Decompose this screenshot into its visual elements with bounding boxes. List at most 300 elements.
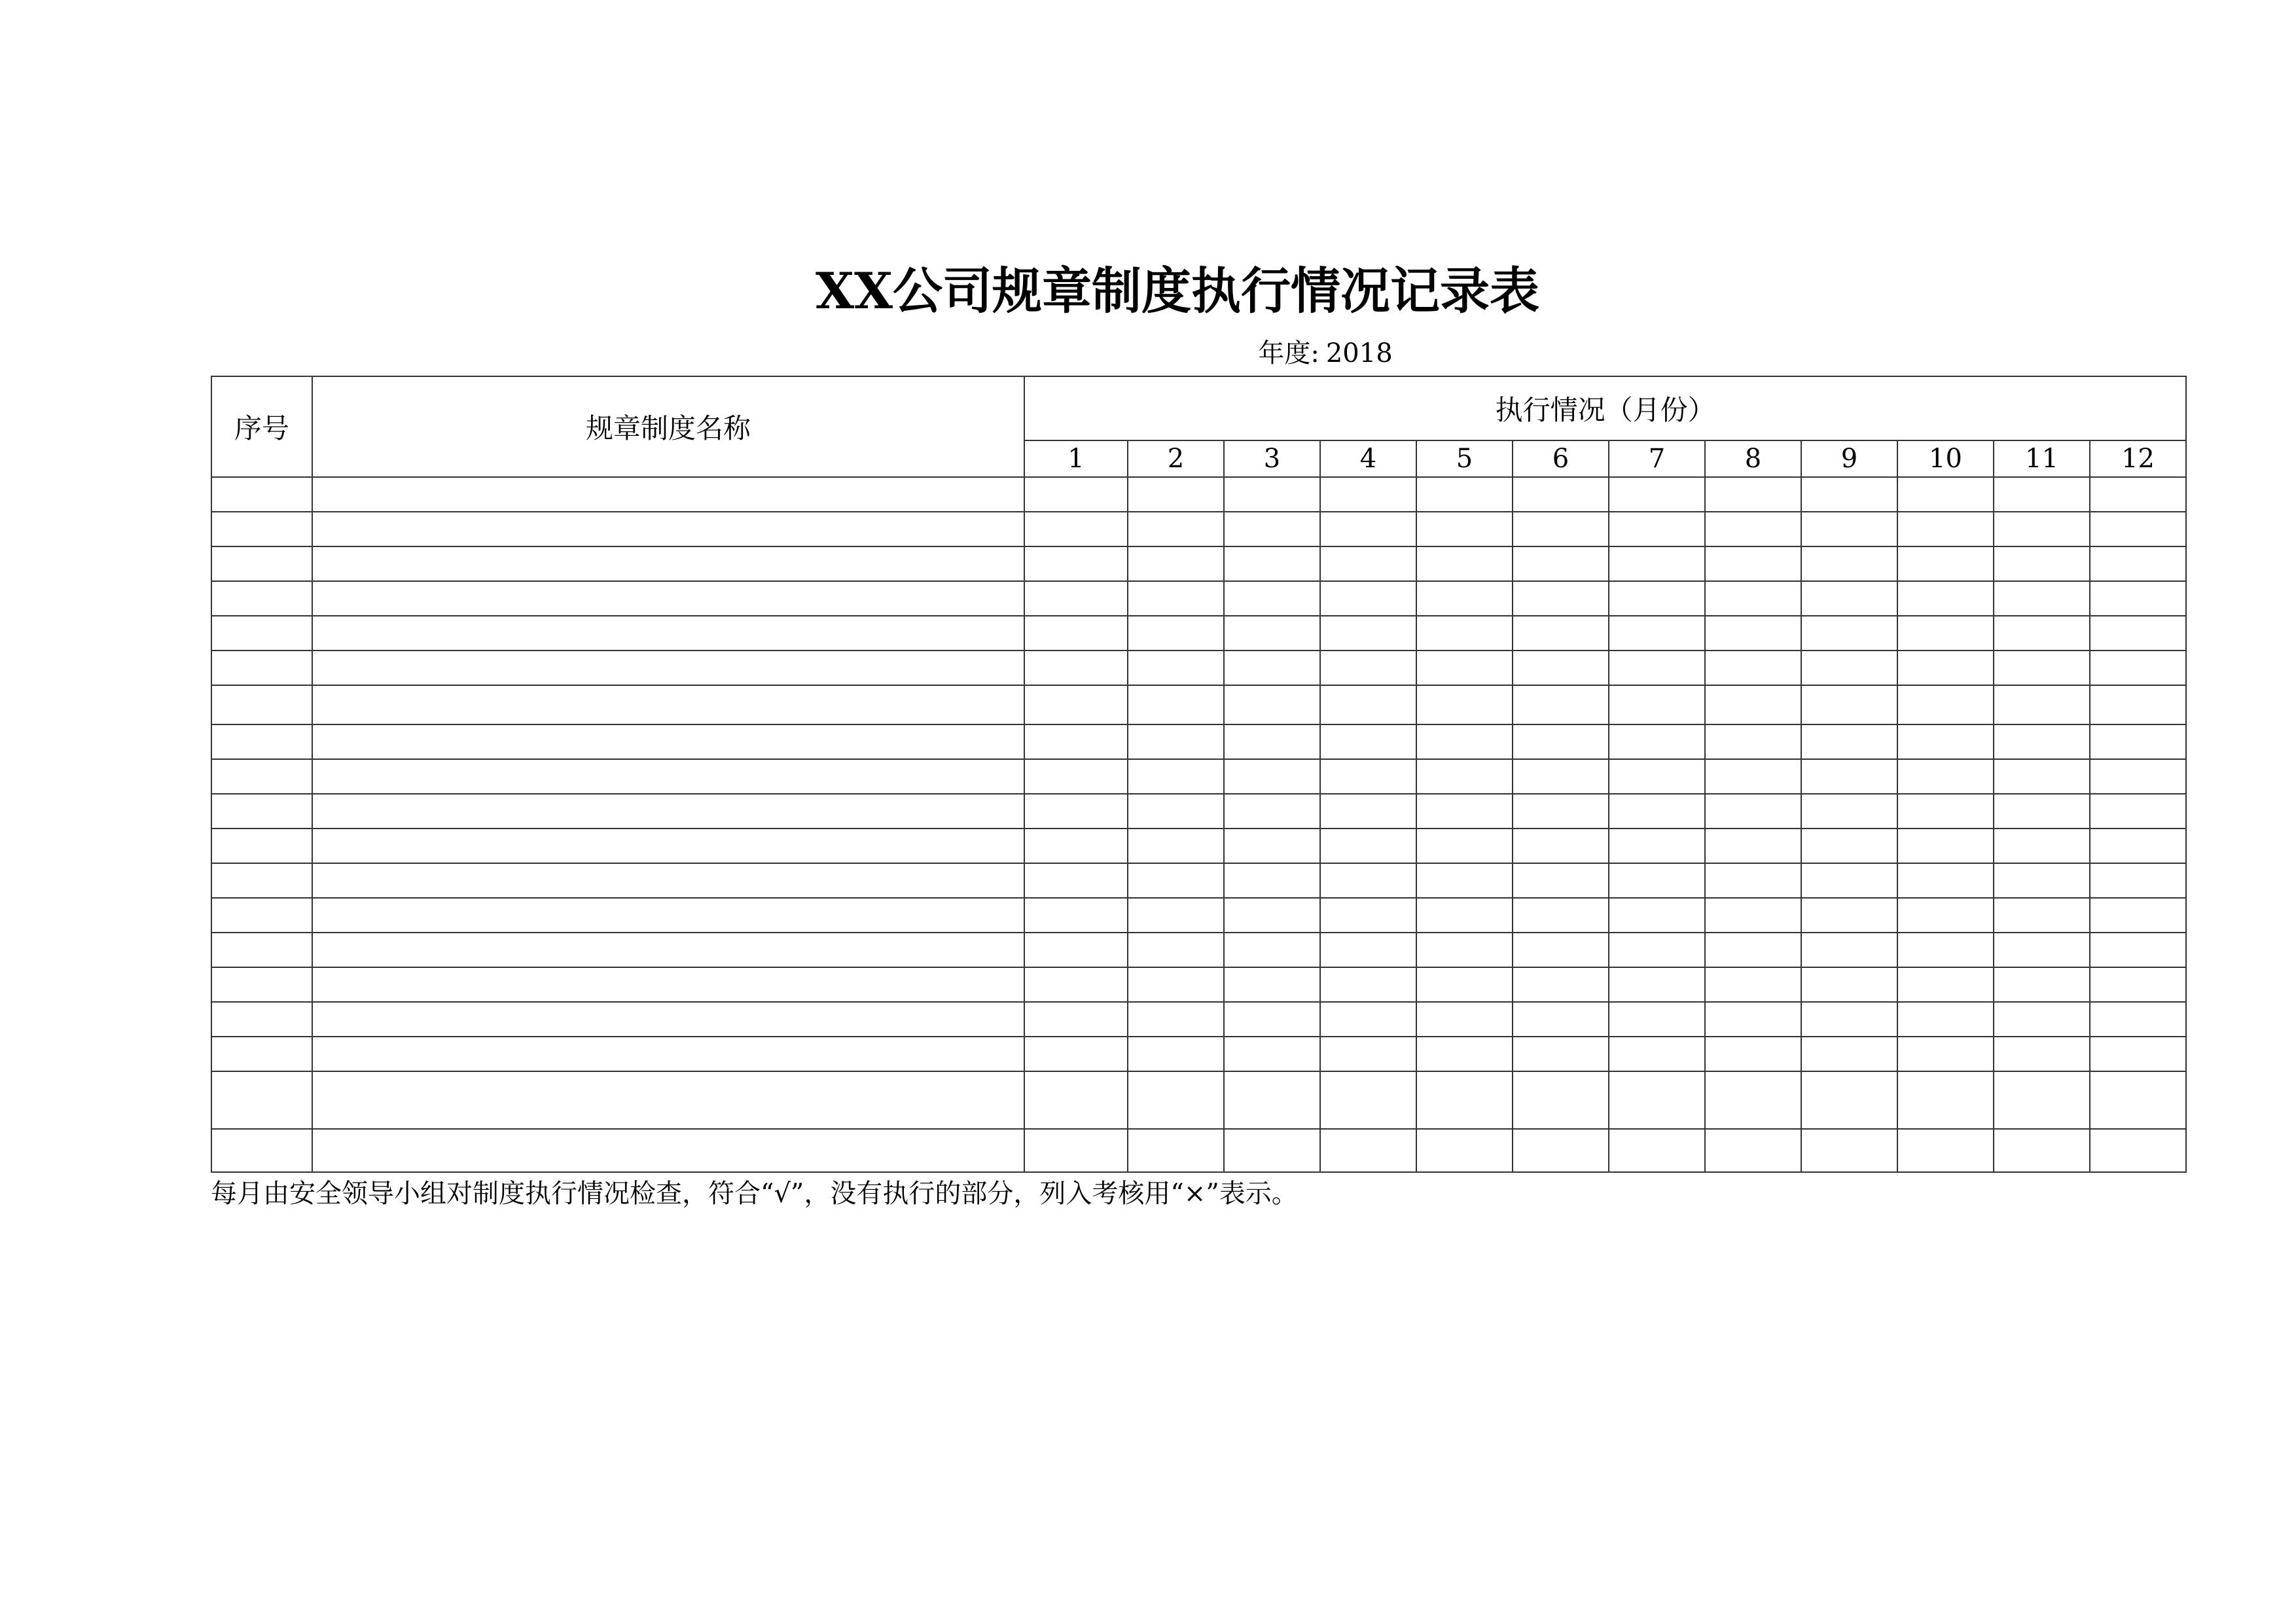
header-status: 执行情况（月份）: [1024, 376, 2186, 440]
seq-cell[interactable]: [211, 933, 312, 967]
month-cell[interactable]: [1128, 829, 1224, 863]
month-cell[interactable]: [1128, 1071, 1224, 1129]
month-cell[interactable]: [1609, 933, 1705, 967]
month-cell[interactable]: [1609, 1037, 1705, 1071]
month-cell[interactable]: [2090, 477, 2186, 512]
table-row: [211, 1129, 2186, 1172]
month-cell[interactable]: [1024, 794, 1128, 829]
month-cell[interactable]: [1994, 829, 2090, 863]
month-cell[interactable]: [1224, 967, 1320, 1002]
name-cell[interactable]: [312, 794, 1024, 829]
month-cell[interactable]: [1024, 1037, 1128, 1071]
month-cell[interactable]: [1994, 616, 2090, 651]
month-cell[interactable]: [1801, 581, 1897, 616]
month-cell[interactable]: [1416, 967, 1513, 1002]
month-cell[interactable]: [1897, 1071, 1994, 1129]
month-cell[interactable]: [1416, 1037, 1513, 1071]
month-cell[interactable]: [1024, 477, 1128, 512]
month-cell[interactable]: [1897, 759, 1994, 794]
month-cell[interactable]: [2090, 651, 2186, 685]
month-cell[interactable]: [1801, 829, 1897, 863]
seq-cell[interactable]: [211, 512, 312, 546]
month-cell[interactable]: [1609, 967, 1705, 1002]
month-cell[interactable]: [2090, 794, 2186, 829]
month-cell[interactable]: [1513, 759, 1609, 794]
month-cell[interactable]: [1801, 863, 1897, 898]
month-cell[interactable]: [2090, 1002, 2186, 1037]
month-cell[interactable]: [1024, 581, 1128, 616]
month-cell[interactable]: [1897, 794, 1994, 829]
month-cell[interactable]: [1224, 685, 1320, 724]
month-cell[interactable]: [1320, 829, 1416, 863]
table-row: [211, 759, 2186, 794]
month-cell[interactable]: [1416, 724, 1513, 759]
month-cell[interactable]: [1994, 1037, 2090, 1071]
month-cell[interactable]: [1416, 794, 1513, 829]
month-cell[interactable]: [1416, 512, 1513, 546]
month-cell[interactable]: [1024, 1071, 1128, 1129]
month-cell[interactable]: [1024, 967, 1128, 1002]
month-cell[interactable]: [1609, 616, 1705, 651]
month-cell[interactable]: [1024, 933, 1128, 967]
month-cell[interactable]: [1024, 759, 1128, 794]
month-cell[interactable]: [1416, 651, 1513, 685]
month-cell[interactable]: [1320, 863, 1416, 898]
month-cell[interactable]: [1320, 581, 1416, 616]
month-cell[interactable]: [1801, 651, 1897, 685]
month-cell[interactable]: [1801, 794, 1897, 829]
month-cell[interactable]: [1224, 651, 1320, 685]
month-cell[interactable]: [1128, 967, 1224, 1002]
seq-cell[interactable]: [211, 829, 312, 863]
name-cell[interactable]: [312, 759, 1024, 794]
month-cell[interactable]: [1128, 581, 1224, 616]
month-cell[interactable]: [1705, 616, 1801, 651]
month-cell[interactable]: [1994, 1002, 2090, 1037]
month-cell[interactable]: [1416, 477, 1513, 512]
month-cell[interactable]: [1024, 1129, 1128, 1172]
table-row: [211, 933, 2186, 967]
month-cell[interactable]: [2090, 1037, 2186, 1071]
month-cell[interactable]: [1705, 967, 1801, 1002]
seq-cell[interactable]: [211, 1037, 312, 1071]
month-cell[interactable]: [1224, 546, 1320, 581]
month-cell[interactable]: [1801, 546, 1897, 581]
month-cell[interactable]: [1897, 967, 1994, 1002]
month-cell[interactable]: [1801, 1002, 1897, 1037]
month-cell[interactable]: [2090, 933, 2186, 967]
name-cell[interactable]: [312, 685, 1024, 724]
month-cell[interactable]: [2090, 898, 2186, 933]
month-cell[interactable]: [1513, 1071, 1609, 1129]
month-cell[interactable]: [1224, 1002, 1320, 1037]
year-line: [1178, 335, 1473, 372]
month-cell[interactable]: [1320, 898, 1416, 933]
month-cell[interactable]: [1224, 477, 1320, 512]
month-cell[interactable]: [1320, 794, 1416, 829]
month-cell[interactable]: [1994, 651, 2090, 685]
month-cell[interactable]: [1128, 477, 1224, 512]
month-header: 4: [1320, 440, 1416, 477]
month-cell[interactable]: [1320, 546, 1416, 581]
name-cell[interactable]: [312, 512, 1024, 546]
month-cell[interactable]: [1801, 759, 1897, 794]
month-cell[interactable]: [1224, 863, 1320, 898]
seq-cell[interactable]: [211, 1129, 312, 1172]
month-cell[interactable]: [1320, 616, 1416, 651]
month-cell[interactable]: [1897, 1037, 1994, 1071]
month-cell[interactable]: [2090, 724, 2186, 759]
name-cell[interactable]: [312, 829, 1024, 863]
month-cell[interactable]: [1128, 1002, 1224, 1037]
table-row: [211, 581, 2186, 616]
table-body: [211, 477, 2186, 1172]
month-cell[interactable]: [1705, 759, 1801, 794]
month-cell[interactable]: [1609, 651, 1705, 685]
month-cell[interactable]: [1609, 898, 1705, 933]
seq-cell[interactable]: [211, 967, 312, 1002]
month-cell[interactable]: [1897, 651, 1994, 685]
month-cell[interactable]: [2090, 546, 2186, 581]
month-cell[interactable]: [1128, 759, 1224, 794]
seq-cell[interactable]: [211, 794, 312, 829]
month-cell[interactable]: [1513, 724, 1609, 759]
month-cell[interactable]: [1128, 1037, 1224, 1071]
month-cell[interactable]: [1705, 794, 1801, 829]
month-cell[interactable]: [1320, 933, 1416, 967]
seq-cell[interactable]: [211, 616, 312, 651]
seq-cell[interactable]: [211, 477, 312, 512]
month-cell[interactable]: [1609, 759, 1705, 794]
month-cell[interactable]: [1513, 651, 1609, 685]
name-cell[interactable]: [312, 967, 1024, 1002]
month-cell[interactable]: [1994, 967, 2090, 1002]
month-cell[interactable]: [1416, 546, 1513, 581]
month-cell[interactable]: [1705, 685, 1801, 724]
month-cell[interactable]: [1609, 1002, 1705, 1037]
month-cell[interactable]: [1024, 829, 1128, 863]
month-header: 7: [1609, 440, 1705, 477]
month-cell[interactable]: [1801, 1037, 1897, 1071]
month-header: 12: [2090, 440, 2186, 477]
month-cell[interactable]: [1705, 1002, 1801, 1037]
month-cell[interactable]: [1609, 863, 1705, 898]
month-cell[interactable]: [1801, 724, 1897, 759]
month-cell[interactable]: [1801, 477, 1897, 512]
month-cell[interactable]: [2090, 1071, 2186, 1129]
month-cell[interactable]: [1320, 1129, 1416, 1172]
month-cell[interactable]: [1416, 1002, 1513, 1037]
month-cell[interactable]: [1801, 933, 1897, 967]
month-cell[interactable]: [1024, 1002, 1128, 1037]
table-row: [211, 1002, 2186, 1037]
name-cell[interactable]: [312, 863, 1024, 898]
month-cell[interactable]: [1128, 933, 1224, 967]
month-cell[interactable]: [1128, 794, 1224, 829]
seq-cell[interactable]: [211, 724, 312, 759]
seq-cell[interactable]: [211, 685, 312, 724]
month-cell[interactable]: [1705, 933, 1801, 967]
month-cell[interactable]: [1705, 546, 1801, 581]
month-header: 1: [1024, 440, 1128, 477]
month-cell[interactable]: [1994, 898, 2090, 933]
month-cell[interactable]: [1705, 863, 1801, 898]
month-cell[interactable]: [1416, 616, 1513, 651]
month-cell[interactable]: [1416, 933, 1513, 967]
month-cell[interactable]: [1609, 829, 1705, 863]
month-cell[interactable]: [1609, 1071, 1705, 1129]
month-cell[interactable]: [1513, 581, 1609, 616]
month-cell[interactable]: [2090, 759, 2186, 794]
month-cell[interactable]: [1705, 1037, 1801, 1071]
month-cell[interactable]: [2090, 685, 2186, 724]
month-cell[interactable]: [1024, 863, 1128, 898]
seq-cell[interactable]: [211, 581, 312, 616]
name-cell[interactable]: [312, 616, 1024, 651]
seq-cell[interactable]: [211, 651, 312, 685]
month-cell[interactable]: [1416, 898, 1513, 933]
table-row: [211, 477, 2186, 512]
month-cell[interactable]: [1513, 829, 1609, 863]
month-cell[interactable]: [1705, 1071, 1801, 1129]
table-row: [211, 829, 2186, 863]
seq-cell[interactable]: [211, 759, 312, 794]
table-row: [211, 794, 2186, 829]
month-cell[interactable]: [1128, 1129, 1224, 1172]
month-cell[interactable]: [1416, 1129, 1513, 1172]
month-cell[interactable]: [1320, 724, 1416, 759]
name-cell[interactable]: [312, 651, 1024, 685]
seq-cell[interactable]: [211, 1002, 312, 1037]
month-cell[interactable]: [1513, 967, 1609, 1002]
month-cell[interactable]: [1801, 512, 1897, 546]
month-cell[interactable]: [1994, 1071, 2090, 1129]
month-cell[interactable]: [1128, 898, 1224, 933]
month-cell[interactable]: [1801, 898, 1897, 933]
month-header: 5: [1416, 440, 1513, 477]
month-cell[interactable]: [1609, 794, 1705, 829]
month-cell[interactable]: [1513, 863, 1609, 898]
month-cell[interactable]: [1609, 1129, 1705, 1172]
month-cell[interactable]: [1416, 829, 1513, 863]
month-cell[interactable]: [1994, 1129, 2090, 1172]
name-cell[interactable]: [312, 546, 1024, 581]
month-cell[interactable]: [1609, 581, 1705, 616]
month-cell[interactable]: [1513, 898, 1609, 933]
month-cell[interactable]: [1224, 1037, 1320, 1071]
month-cell[interactable]: [1897, 512, 1994, 546]
month-cell[interactable]: [1224, 898, 1320, 933]
month-cell[interactable]: [1513, 1002, 1609, 1037]
month-cell[interactable]: [1416, 863, 1513, 898]
month-cell[interactable]: [1224, 512, 1320, 546]
month-cell[interactable]: [1897, 1129, 1994, 1172]
month-cell[interactable]: [1416, 581, 1513, 616]
month-cell[interactable]: [1609, 724, 1705, 759]
month-cell[interactable]: [1513, 546, 1609, 581]
month-cell[interactable]: [1801, 1071, 1897, 1129]
name-cell[interactable]: [312, 933, 1024, 967]
table-row: [211, 616, 2186, 651]
month-cell[interactable]: [1320, 651, 1416, 685]
month-cell[interactable]: [1320, 759, 1416, 794]
month-cell[interactable]: [1024, 546, 1128, 581]
month-cell[interactable]: [1994, 794, 2090, 829]
seq-cell[interactable]: [211, 863, 312, 898]
table-row: [211, 898, 2186, 933]
year-value: 2018: [1325, 338, 1393, 368]
month-cell[interactable]: [1513, 1129, 1609, 1172]
name-cell[interactable]: [312, 1037, 1024, 1071]
month-cell[interactable]: [1224, 759, 1320, 794]
month-cell[interactable]: [1994, 933, 2090, 967]
name-cell[interactable]: [312, 581, 1024, 616]
month-cell[interactable]: [1994, 724, 2090, 759]
month-cell[interactable]: [1897, 933, 1994, 967]
month-cell[interactable]: [1705, 1129, 1801, 1172]
month-cell[interactable]: [1801, 685, 1897, 724]
table-row: [211, 546, 2186, 581]
month-cell[interactable]: [1994, 685, 2090, 724]
month-cell[interactable]: [1224, 794, 1320, 829]
table-row: [211, 512, 2186, 546]
month-cell[interactable]: [1609, 477, 1705, 512]
month-cell[interactable]: [1416, 1071, 1513, 1129]
month-cell[interactable]: [1024, 898, 1128, 933]
month-cell[interactable]: [1024, 651, 1128, 685]
month-header: 10: [1897, 440, 1994, 477]
month-cell[interactable]: [1705, 829, 1801, 863]
month-cell[interactable]: [1897, 616, 1994, 651]
month-cell[interactable]: [1513, 512, 1609, 546]
month-cell[interactable]: [2090, 581, 2186, 616]
month-cell[interactable]: [1897, 724, 1994, 759]
month-cell[interactable]: [2090, 512, 2186, 546]
month-cell[interactable]: [2090, 1129, 2186, 1172]
month-cell[interactable]: [1513, 794, 1609, 829]
month-cell[interactable]: [1897, 829, 1994, 863]
month-cell[interactable]: [1224, 724, 1320, 759]
month-cell[interactable]: [1994, 863, 2090, 898]
name-cell[interactable]: [312, 477, 1024, 512]
footnote: 每月由安全领导小组对制度执行情况检查，符合“√”，没有执行的部分，列入考核用“×”表示。: [211, 1179, 1298, 1209]
name-cell[interactable]: [312, 1129, 1024, 1172]
header-name: 规章制度名称: [312, 376, 1024, 477]
month-cell[interactable]: [1994, 581, 2090, 616]
month-cell[interactable]: [1224, 829, 1320, 863]
month-cell[interactable]: [1320, 1071, 1416, 1129]
month-cell[interactable]: [1224, 616, 1320, 651]
month-cell[interactable]: [1024, 616, 1128, 651]
month-cell[interactable]: [1416, 759, 1513, 794]
month-cell[interactable]: [1128, 863, 1224, 898]
header-seq: 序号: [211, 376, 312, 477]
seq-cell[interactable]: [211, 546, 312, 581]
month-cell[interactable]: [2090, 829, 2186, 863]
header-row: [211, 376, 2186, 440]
month-cell[interactable]: [1609, 512, 1705, 546]
month-cell[interactable]: [1224, 581, 1320, 616]
month-cell[interactable]: [1897, 863, 1994, 898]
table-row: [211, 685, 2186, 724]
month-cell[interactable]: [1128, 512, 1224, 546]
month-cell[interactable]: [1609, 685, 1705, 724]
month-cell[interactable]: [1801, 1129, 1897, 1172]
name-cell[interactable]: [312, 1002, 1024, 1037]
month-cell[interactable]: [1897, 898, 1994, 933]
month-cell[interactable]: [1897, 685, 1994, 724]
month-cell[interactable]: [1609, 546, 1705, 581]
table-row: [211, 967, 2186, 1002]
month-cell[interactable]: [1705, 477, 1801, 512]
month-cell[interactable]: [1024, 724, 1128, 759]
month-cell[interactable]: [1224, 1071, 1320, 1129]
month-cell[interactable]: [1513, 1037, 1609, 1071]
month-cell[interactable]: [1705, 724, 1801, 759]
month-cell[interactable]: [1994, 512, 2090, 546]
month-cell[interactable]: [2090, 967, 2186, 1002]
month-cell[interactable]: [1024, 512, 1128, 546]
month-cell[interactable]: [1128, 724, 1224, 759]
month-cell[interactable]: [1513, 477, 1609, 512]
month-header: 6: [1513, 440, 1609, 477]
month-cell[interactable]: [1320, 512, 1416, 546]
month-header: 11: [1994, 440, 2090, 477]
month-cell[interactable]: [1897, 477, 1994, 512]
name-cell[interactable]: [312, 898, 1024, 933]
table-row: [211, 724, 2186, 759]
month-cell[interactable]: [1897, 546, 1994, 581]
month-cell[interactable]: [1128, 685, 1224, 724]
month-cell[interactable]: [1128, 651, 1224, 685]
month-cell[interactable]: [1705, 898, 1801, 933]
month-cell[interactable]: [1801, 616, 1897, 651]
month-cell[interactable]: [1320, 477, 1416, 512]
month-cell[interactable]: [1320, 1002, 1416, 1037]
name-cell[interactable]: [312, 724, 1024, 759]
month-header: 2: [1128, 440, 1224, 477]
month-cell[interactable]: [1128, 616, 1224, 651]
seq-cell[interactable]: [211, 1071, 312, 1129]
month-header: 3: [1224, 440, 1320, 477]
table-row: [211, 863, 2186, 898]
month-cell[interactable]: [2090, 616, 2186, 651]
month-cell[interactable]: [1705, 512, 1801, 546]
month-cell[interactable]: [1224, 1129, 1320, 1172]
month-cell[interactable]: [1513, 685, 1609, 724]
month-cell[interactable]: [1897, 581, 1994, 616]
month-cell[interactable]: [1994, 759, 2090, 794]
month-cell[interactable]: [2090, 863, 2186, 898]
month-cell[interactable]: [1024, 685, 1128, 724]
month-cell[interactable]: [1320, 967, 1416, 1002]
month-cell[interactable]: [1320, 1037, 1416, 1071]
month-cell[interactable]: [1705, 581, 1801, 616]
month-cell[interactable]: [1416, 685, 1513, 724]
month-cell[interactable]: [1994, 546, 2090, 581]
name-cell[interactable]: [312, 1071, 1024, 1129]
month-cell[interactable]: [1801, 967, 1897, 1002]
month-cell[interactable]: [1128, 546, 1224, 581]
month-cell[interactable]: [1513, 933, 1609, 967]
seq-cell[interactable]: [211, 898, 312, 933]
month-cell[interactable]: [1994, 477, 2090, 512]
month-cell[interactable]: [1705, 651, 1801, 685]
month-cell[interactable]: [1513, 616, 1609, 651]
month-cell[interactable]: [1897, 1002, 1994, 1037]
month-cell[interactable]: [1224, 933, 1320, 967]
month-cell[interactable]: [1320, 685, 1416, 724]
